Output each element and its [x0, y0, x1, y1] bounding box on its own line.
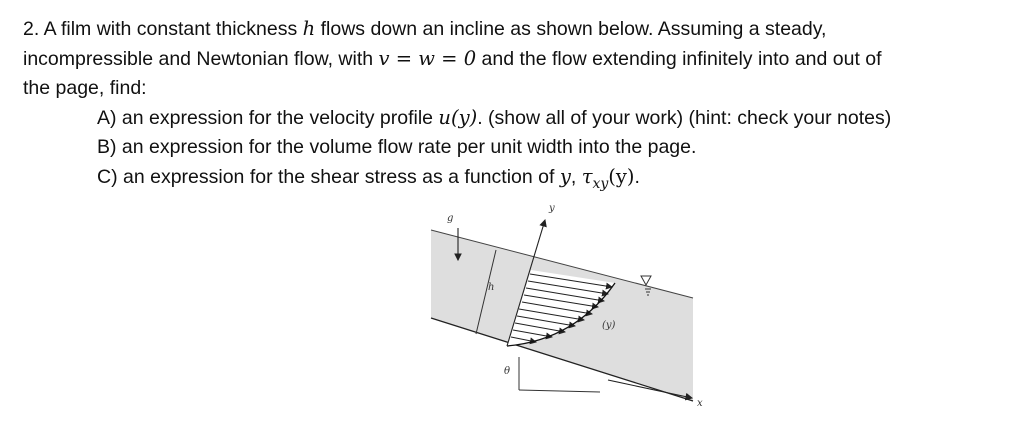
- part-c-arg: (y): [608, 165, 635, 188]
- label-theta: θ: [504, 366, 511, 377]
- label-h: h: [488, 282, 495, 293]
- line3-text: the page, find:: [23, 77, 147, 99]
- thickness-symbol: h: [302, 17, 316, 40]
- part-a-rest: . (show all of your work) (hint: check your notes): [477, 107, 892, 129]
- line2-text-a: incompressible and Newtonian flow, with: [23, 48, 379, 70]
- line2-text-b: and the flow extending infinitely into and out of: [476, 48, 882, 70]
- part-c-sep: ,: [570, 166, 582, 188]
- part-a-text: A) an expression for the velocity profile: [97, 107, 439, 129]
- part-a-math: u(y): [438, 106, 478, 129]
- velocity-condition: v = w = 0: [378, 47, 477, 70]
- label-x: x: [697, 398, 703, 409]
- part-c-end: .: [634, 166, 640, 188]
- intro-text-b: flows down an incline as shown below. Assuming a steady,: [315, 18, 827, 40]
- part-c-text: C) an expression for the shear stress as a function of: [97, 166, 560, 188]
- angle-horizontal-reference: [519, 390, 600, 392]
- part-c-sub: xy: [592, 175, 609, 192]
- label-g: g: [447, 213, 454, 224]
- part-b-text: B) an expression for the volume flow rate per unit width into the page.: [97, 136, 697, 158]
- label-uy: (y): [602, 320, 616, 331]
- part-c-tau: τ: [581, 165, 593, 188]
- intro-text-a: A film with constant thickness: [43, 18, 303, 40]
- part-c-y: y: [559, 165, 571, 188]
- problem-number: 2.: [23, 18, 40, 40]
- label-y: y: [549, 203, 555, 214]
